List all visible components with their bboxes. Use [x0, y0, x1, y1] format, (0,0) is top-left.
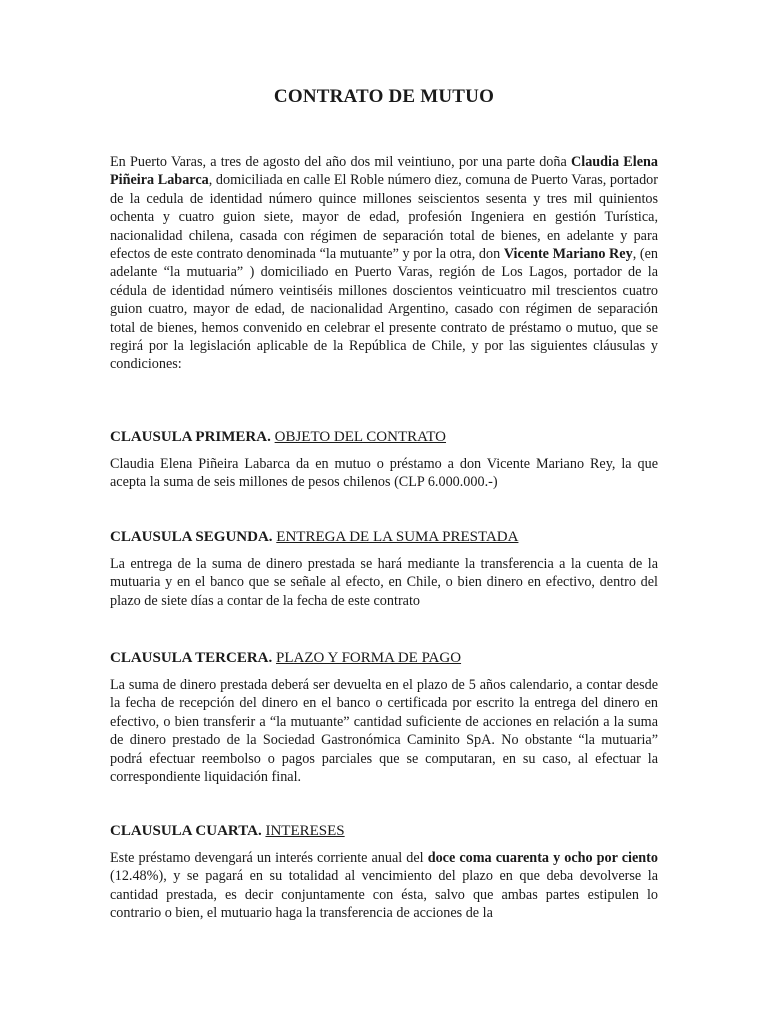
clause-3-heading: [110, 649, 658, 667]
lender-name: Claudia Elena Piñeira Labarca: [110, 154, 658, 189]
clause-1-subject: OBJETO DEL CONTRATO: [274, 429, 447, 445]
interest-rate-words: doce coma cuarenta y ocho por ciento: [427, 850, 658, 866]
intro-text-2: , domiciliada en calle El Roble número diez, comuna de Puerto Varas, portador de la cedula de identidad número quince millones seiscientos sesenta y tres mil quinientos ochenta y cuatro guion siete, mayor de edad, profesión Ingeniera en gestión Turística, nacionalidad chilena, casada con régimen de separación total de bienes, en adelante y para efectos de este contrato denominada “la mutuante” y por la otra, don: [110, 172, 658, 263]
clause-4-text-1: Este préstamo devengará un interés corriente anual del: [110, 850, 428, 866]
clause-1-body: Claudia Elena Piñeira Labarca da en mutuo o préstamo a don Vicente Mariano Rey, la que acepta la suma de seis millones de pesos chilenos (CLP 6.000.000.-): [110, 456, 658, 491]
clause-2-subject: ENTREGA DE LA SUMA PRESTADA: [276, 529, 519, 545]
clause-4-subject: INTERESES: [265, 823, 345, 839]
intro-text-1: En Puerto Varas, a tres de agosto del año dos mil veintiuno, por una parte doña: [110, 154, 571, 170]
clause-4-number: CLAUSULA CUARTA.: [110, 823, 262, 839]
clause-3-body: La suma de dinero prestada deberá ser devuelta en el plazo de 5 años calendario, a contar desde la fecha de recepción del dinero en el banco o certificada por escrito la entrega del dinero en efectivo, o bien transferir a “la mutuante” cantidad suficiente de acciones en relación a la suma de dinero prestado de la Sociedad Gastronómica Caminito SpA. No obstante “la mutuaria” podrá efectuar reembolso o pagos parciales que se computaran, en su caso, al efectuar la correspondiente liquidación final.: [110, 677, 658, 786]
clause-3-subject: PLAZO Y FORMA DE PAGO: [276, 650, 462, 666]
clause-1-heading: [110, 428, 658, 446]
clause-4-heading: [110, 822, 658, 840]
clause-4-text-2: (12.48%), y se pagará en su totalidad al vencimiento del plazo en que deba devolverse la cantidad prestada, es decir conjuntamente con ésta, salvo que ambas partes estipulen lo contrario o bien, el mutuario haga la transferencia de acciones de la: [110, 868, 658, 922]
clause-2-number: CLAUSULA SEGUNDA.: [110, 529, 273, 545]
clause-2-heading: [110, 528, 658, 546]
clause-4-body: [110, 849, 658, 923]
intro-paragraph: [110, 153, 658, 374]
clause-1-number: CLAUSULA PRIMERA.: [110, 429, 271, 445]
clause-2-body: La entrega de la suma de dinero prestada se hará mediante la transferencia a la cuenta de la mutuaria y en el banco que se señale al efecto, en Chile, o bien dinero en efectivo, dentro del plazo de siete días a contar de la fecha de este contrato: [110, 556, 658, 609]
document-title: CONTRATO DE MUTUO: [273, 86, 495, 107]
borrower-name: Vicente Mariano Rey: [503, 246, 633, 263]
intro-text-3: , (en adelante “la mutuaria” ) domiciliado en Puerto Varas, región de Los Lagos, portador de la cédula de identidad número veintiséis millones doscientos veinticuatro mil trescientos cuatro guion cuatro, mayor de edad, de nacionalidad Argentino, casado con régimen de separación total de bienes, hemos convenido en celebrar el presente contrato de préstamo o mutuo, que se regirá por la legislación aplicable de la República de Chile, y por las siguientes cláusulas y condiciones:: [110, 246, 658, 373]
clause-3-number: CLAUSULA TERCERA.: [110, 650, 273, 666]
